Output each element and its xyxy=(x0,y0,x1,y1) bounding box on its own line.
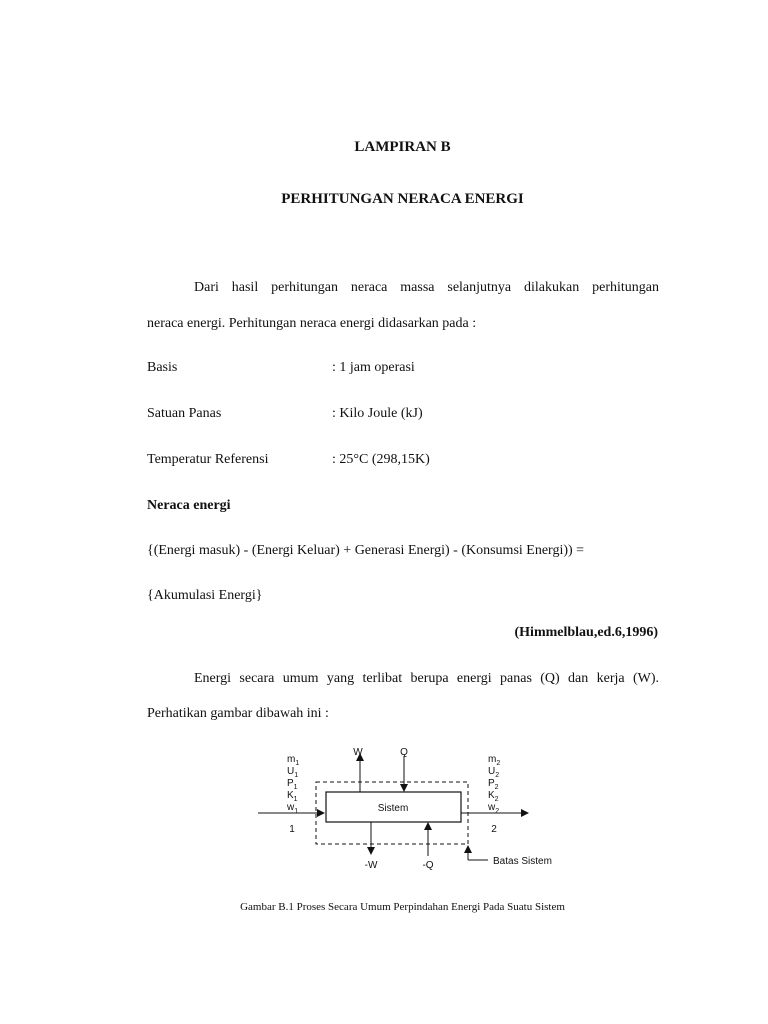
param-ref-temp-label: Temperatur Referensi xyxy=(147,452,269,467)
intro-line-1: Dari hasil perhitungan neraca massa selanjutnya dilakukan perhitungan xyxy=(194,280,659,295)
energy-balance-heading: Neraca energi xyxy=(147,498,231,513)
intro-line-2: neraca energi. Perhitungan neraca energi didasarkan pada : xyxy=(147,316,477,331)
inlet-var-u: $U_1$ xyxy=(287,766,299,779)
outlet-var-u: $U_2$ xyxy=(488,766,500,779)
outlet-point-label: 2 xyxy=(491,824,497,835)
inlet-var-m: $m_1$ xyxy=(287,754,300,767)
inlet-var-w: $w_1$ xyxy=(287,802,299,815)
work-in-label: W xyxy=(353,747,363,758)
outlet-var-p: $P_2$ xyxy=(488,778,499,791)
work-out-label: -W xyxy=(364,860,378,871)
heat-in-label: Q xyxy=(400,747,408,758)
heat-out-label: -Q xyxy=(422,860,434,871)
figure-caption: Gambar B.1 Proses Secara Umum Perpindahan Energi Pada Suatu Sistem xyxy=(240,901,565,913)
inlet-var-k: $K_1$ xyxy=(287,790,298,803)
outlet-var-k: $K_2$ xyxy=(488,790,499,803)
citation: (Himmelblau,ed.6,1996) xyxy=(514,625,658,640)
boundary-label: Batas Sistem xyxy=(493,856,552,867)
outlet-var-w: $w_2$ xyxy=(488,802,500,815)
appendix-title: LAMPIRAN B xyxy=(354,139,451,155)
appendix-subtitle: PERHITUNGAN NERACA ENERGI xyxy=(281,191,524,207)
inlet-point-label: 1 xyxy=(289,824,295,835)
param-heat-unit-value: : Kilo Joule (kJ) xyxy=(332,406,423,421)
param-basis-label: Basis xyxy=(147,360,178,375)
system-label: Sistem xyxy=(377,803,409,814)
param-ref-temp-value: : 25°C (298,15K) xyxy=(332,452,430,467)
outlet-var-m: $m_2$ xyxy=(488,754,501,767)
param-basis-value: : 1 jam operasi xyxy=(332,360,415,375)
energy-balance-equation-2: {Akumulasi Energi} xyxy=(147,588,263,603)
inlet-variables xyxy=(286,754,299,815)
energy-line-1: Energi secara umum yang terlibat berupa energi panas (Q) dan kerja (W). xyxy=(194,671,659,686)
energy-balance-equation-1: {(Energi masuk) - (Energi Keluar) + Generasi Energi) - (Konsumsi Energi)) = xyxy=(147,543,585,558)
energy-system-diagram xyxy=(240,740,580,875)
param-heat-unit-label: Satuan Panas xyxy=(147,406,222,421)
inlet-var-p: $P_1$ xyxy=(287,778,298,791)
outlet-variables xyxy=(487,754,500,815)
energy-line-2: Perhatikan gambar dibawah ini : xyxy=(147,706,329,721)
